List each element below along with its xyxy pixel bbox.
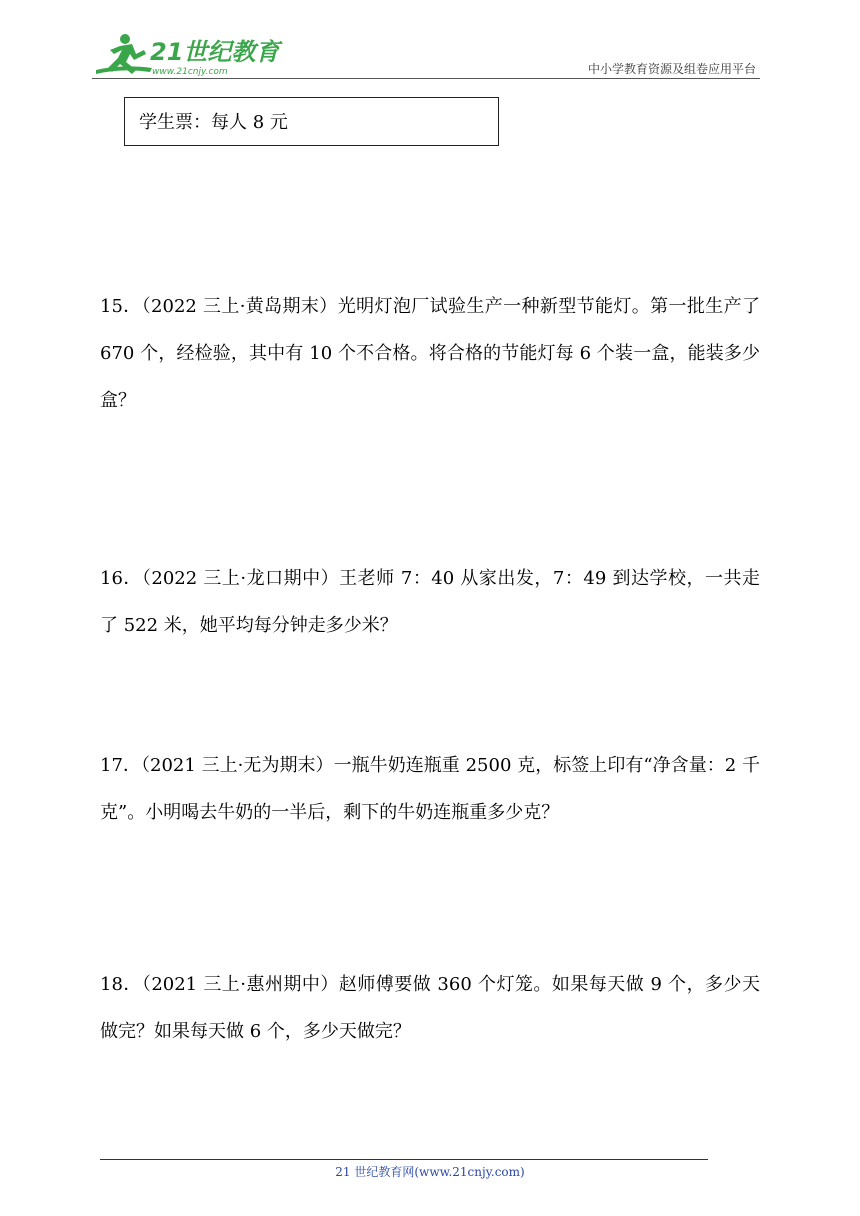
question-17: 17．（2021 三上·无为期末）一瓶牛奶连瓶重 2500 克，标签上印有“净含量：2 千克”。小明喝去牛奶的一半后，剩下的牛奶连瓶重多少克？ <box>100 755 760 823</box>
logo-url: www.21cnjy.com <box>152 67 228 77</box>
runner-icon <box>96 34 152 74</box>
header-tagline: 中小学教育资源及组卷应用平台 <box>587 62 756 76</box>
question-15: 15．（2022 三上·黄岛期末）光明灯泡厂试验生产一种新型节能灯。第一批生产了 670 个，经检验，其中有 10 个不合格。将合格的节能灯每 6 个装一盒，能装多少盒？ <box>100 296 760 411</box>
question-18: 18．（2021 三上·惠州期中）赵师傅要做 360 个灯笼。如果每天做 9 个，多少天做完？如果每天做 6 个，多少天做完？ <box>100 974 760 1042</box>
footer-link[interactable]: 21 世纪教育网(www.21cnjy.com) <box>335 1165 525 1179</box>
site-logo <box>92 30 280 80</box>
logo-wordmark: 21世纪教育 <box>150 38 280 66</box>
ticket-price-box: 学生票：每人 8 元 <box>124 97 499 146</box>
logo-graphic <box>92 30 280 80</box>
footer-divider <box>100 1159 708 1160</box>
question-16: 16．（2022 三上·龙口期中）王老师 7：40 从家出发，7：49 到达学校，一共走了 522 米，她平均每分钟走多少米？ <box>100 568 761 636</box>
header-divider <box>92 78 760 79</box>
